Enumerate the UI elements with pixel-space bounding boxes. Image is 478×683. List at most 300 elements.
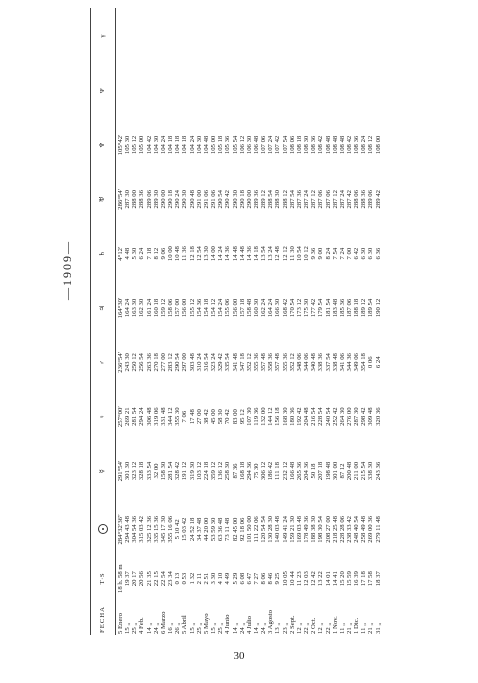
table-cell: 288 00 [131,190,139,209]
table-cell: 355 36 [281,353,289,372]
table-cell: 243 36 [374,461,382,481]
table-cell: 108 12 [367,135,375,155]
table-header-row [91,8,116,635]
table-cell: 288 54 [267,190,275,209]
table-cell: 159 12 [159,298,167,318]
date-cell: 5 Enero [117,613,124,634]
table-row [267,8,274,635]
header-date: FECHA [91,597,116,635]
table-cell: 14 36 [245,246,253,262]
table-cell: 281 54 [131,407,139,426]
table-cell: 108 42 [317,135,325,155]
table-cell: 166 48 [288,461,296,481]
table-cell: 204 48 [303,407,311,426]
table-cell: 2 11 [195,572,203,585]
table-cell: 263 36 [145,353,153,372]
sun-icon [98,524,108,534]
table-cell: 181 54 [324,298,332,318]
table-cell: 27 00 [195,409,203,425]
table-cell: 287 24 [303,190,311,209]
table-cell: 287 30 [353,407,361,426]
table-row [346,8,353,635]
table-cell: 191 12 [181,461,189,481]
table-cell: 258 49 48 [360,515,368,543]
table-cell: 15 03 42 [181,517,189,542]
table-cell: 120 54 54 [260,515,268,543]
table-cell: 87 12 [338,463,346,479]
table-cell: 208 27 00 [324,515,332,543]
table-cell: 238 33 42 [346,515,353,543]
table-cell: 328 42 [174,461,182,481]
table-cell: 155 12 [188,298,196,318]
table-cell: 6 30 [367,247,375,260]
table-cell: 2 51 [202,572,210,585]
table-cell: 108 42 [346,135,353,155]
date-cell: 5 Mayo [202,613,210,634]
table-cell: 17 58 [367,571,375,587]
date-cell: 24 „ [260,622,268,634]
table-cell: 323 24 [210,353,218,372]
table-cell: 345 17 30 [159,515,167,543]
table-cell: 287 54 [288,190,296,209]
date-cell: 24 „ [238,622,246,634]
table-cell: 180 36 [288,407,296,426]
table-cell: 92 18 06 [238,517,246,542]
table-cell: 4°12′ [117,246,124,261]
table-cell: 6 30 [360,247,368,260]
table-cell: 204 36 [303,461,311,481]
header-col7: ♄ [91,226,116,280]
table-cell: 9 00 [317,247,325,260]
table-row [138,8,145,635]
date-cell: 12 „ [295,622,303,634]
table-row [367,8,374,635]
table-cell: 0 13 [174,572,182,585]
table-cell: 7 06 [181,410,189,423]
table-cell: 288 12 [281,190,289,209]
table-cell: 157 00 [174,298,182,318]
table-cell: 323 12 [131,461,139,481]
table-cell: 14 48 [238,246,246,262]
table-cell: 264 30 [338,407,346,426]
table-cell: 178 49 36 [303,515,311,543]
table-cell: 14 00 [210,246,218,262]
table-cell: 23 34 [167,571,175,587]
table-cell: 289 36 [252,190,260,209]
table-cell: 290 48 [188,190,196,209]
table-row [239,8,246,635]
table-row [325,8,332,635]
table-cell: 320 36 [374,407,382,426]
table-cell: 215 54 [360,461,368,481]
table-cell: 108 18 [295,135,303,155]
date-cell: 2 Sept. [288,615,296,634]
table-cell: 316 54 [202,353,210,372]
table-cell: 289 30 [152,190,160,209]
table-cell: 294 24 [138,407,146,426]
table-cell: 154 12 [210,298,218,318]
table-cell: 9 06 [159,247,167,260]
table-cell: 82 45 00 [231,517,239,542]
header-col11: γ [91,8,116,63]
table-row [153,8,160,635]
table-cell: 103 12 [195,461,203,481]
table-cell: 14 41 [331,571,339,587]
table-cell: 276 00 [346,407,353,426]
table-cell: 154 36 [195,298,203,318]
date-cell: 15 „ [188,622,196,634]
table-cell: 160 18 [152,298,160,318]
table-cell: 288 30 [274,190,282,209]
date-cell: 15 „ [210,622,218,634]
table-row [210,8,217,635]
table-cell: 158 30 [159,461,167,481]
table-cell: 188 38 30 [310,515,318,543]
table-row [303,8,310,635]
table-cell: 189 54 [367,298,375,318]
table-cell: 355 36 [252,353,260,372]
table-cell: 4 48 [124,247,132,260]
table-cell: 164 24 [124,298,132,318]
table-row [260,8,267,635]
table-cell: 53 59 30 [210,517,218,542]
table-cell: 187 06 [346,298,353,318]
table-cell: 6 47 [245,572,253,585]
table-row [160,8,167,635]
table-cell: 333 54 [145,461,153,481]
table-cell: 6 24 [138,247,146,260]
table-cell: 12 54 [195,246,203,262]
date-cell: 2 Oct. [310,617,318,634]
table-cell: 87 36 [231,463,239,479]
table-cell: 104 18 [174,135,182,155]
table-cell: 24 52 18 [188,517,196,542]
table-row [339,8,346,635]
table-cell: 352 12 [245,353,253,372]
table-cell: 338 30 [367,461,375,481]
table-cell: 349 06 [353,353,361,372]
table-cell: 290 30 [181,190,189,209]
table-cell: 149 41 24 [281,515,289,543]
date-cell: 3 Agosto [267,610,275,634]
table-cell: 163 30 [131,298,139,318]
table-cell: 111 18 [274,462,282,480]
table-cell: 207 18 [317,461,325,481]
table-cell: 331 48 [159,407,167,426]
date-cell: 1 Nov. [331,616,339,634]
table-cell: 6 08 [238,572,246,585]
table-cell: 159 21 30 [288,515,296,543]
table-cell: 140 03 48 [274,515,282,543]
table-row [253,8,260,635]
date-cell: 1 Dic. [353,617,361,634]
table-cell: 5 10 42 [174,519,182,540]
table-cell: 289 42 [374,190,382,209]
table-cell: 168 30 [281,407,289,426]
table-row [203,8,210,635]
table-row [296,8,303,635]
table-cell: 358 36 [267,353,275,372]
table-cell: 211 00 [353,461,361,481]
header-sidereal-time: T·S [91,561,116,597]
table-cell: 104 24 [159,135,167,155]
table-cell: 107 54 [281,135,289,155]
table-cell: 144 12 [267,407,275,426]
table-cell: 108 06 [288,135,296,155]
date-cell: 14 „ [231,622,239,634]
table-cell: 21 35 [145,571,153,587]
table-cell: 309 48 [367,407,375,426]
table-cell: 347 18 [238,353,246,372]
table-cell: 0 06 [367,356,375,369]
table-cell: 232 12 [281,461,289,481]
table-row [332,8,339,635]
table-cell: 284°32′36″ [117,514,124,545]
table-cell: 108 36 [353,135,361,155]
table-cell: 58 30 [217,409,225,425]
table-cell: 106 30 [245,135,253,155]
table-cell: 169 03 48 [295,515,303,543]
date-cell: 14 „ [145,622,153,634]
table-row [124,8,131,635]
header-col4: ♀ [91,389,116,443]
table-cell: 291 06 [210,190,218,209]
table-row [289,8,296,635]
table-cell: 10 00 [167,246,175,262]
table-cell: 50 18 [310,463,318,479]
table-cell: 105 00 [210,135,218,155]
table-cell: 5 30 [131,247,139,260]
table-cell: 294 43 48 [124,515,132,543]
date-cell: 11 „ [338,622,346,634]
table-cell: 73 11 48 [224,517,232,541]
table-cell: 257°00′ [117,406,124,428]
table-cell: 10 05 [281,571,289,587]
table-cell: 154 24 [217,298,225,318]
table-cell: 344 06 [303,353,311,372]
table-cell: 290 54 [174,353,182,372]
table-row [246,8,253,635]
table-cell: 304 54 36 [131,515,139,543]
table-cell: 306 12 [260,461,268,481]
date-cell: 31 „ [374,622,382,634]
table-cell: 105 18 [217,135,225,155]
table-stage [90,8,470,635]
table-cell: 12 48 [274,246,282,262]
table-cell: 107 30 [245,407,253,426]
table-cell: 14 01 [324,571,332,587]
date-cell: 5 Abril [181,615,189,634]
table-cell: 75 30 [252,463,260,479]
table-cell: 256 54 [138,353,146,372]
table-cell: 108 48 [324,135,332,155]
table-cell: 240 54 [324,407,332,426]
table-cell: 70 42 [224,409,232,425]
table-cell: 328 18 [138,461,146,481]
table-cell: 104 24 [188,135,196,155]
table-cell: 228 28 06 [338,515,346,543]
date-cell: 4 Junio [224,614,232,634]
table-cell: 252 42 [331,407,339,426]
table-cell: 105 36 [224,135,232,155]
table-cell: 20 17 [131,571,139,587]
date-cell: 25 „ [217,622,225,634]
table-cell: 15 59 [346,571,353,587]
table-cell: 83 00 [231,409,239,425]
table-cell: 301 30 [124,461,132,481]
table-cell: 290 42 [224,190,232,209]
table-cell: 258 30 [224,461,232,481]
date-cell: 22 „ [324,622,332,634]
table-cell: 168 42 [281,298,289,318]
ephemeris-table [90,8,382,635]
table-cell: 288 06 [353,190,361,209]
table-cell: 7 00 [346,247,353,260]
table-cell: 158 06 [167,298,175,318]
table-cell: 7 24 [338,247,346,260]
table-cell: 269 21 [124,407,132,426]
table-cell: 168 18 [238,461,246,481]
table-cell: 290 54 [217,190,225,209]
table-cell: 341 06 [338,353,346,372]
table-cell: 6 24 [374,356,382,369]
date-cell: 21 „ [346,622,353,634]
table-cell: 290 30 [231,190,239,209]
date-cell: 13 „ [274,622,282,634]
table-cell: 154 18 [202,298,210,318]
date-cell: 6 Marzo [159,611,167,634]
table-cell: 14 24 [217,246,225,262]
table-cell: 338 36 [317,353,325,372]
table-cell: 335 15 36 [152,515,160,543]
table-cell: 228 54 [317,407,325,426]
table-cell: 170 54 [288,298,296,318]
table-cell: 289 12 [260,190,268,209]
table-cell: 8 12 [152,247,160,260]
table-row [146,8,153,635]
table-row [317,8,324,635]
table-cell: 13 30 [202,246,210,262]
table-cell: 355 30 [174,407,182,426]
table-cell: 9 36 [310,247,318,260]
table-cell: 291 06 [202,190,210,209]
table-cell: 13 54 [260,246,268,262]
table-cell: 287 12 [310,190,318,209]
table-row [174,8,181,635]
table-cell: 0 53 [181,572,189,585]
table-cell: 183 48 [331,298,339,318]
table-cell: 44 20 00 [202,517,210,542]
table-cell: 287 30 [124,190,132,209]
table-cell: 286°54′ [117,188,124,210]
table-cell: 291 00 [195,190,203,209]
table-cell: 161 24 [145,298,153,318]
date-cell: 25 „ [131,622,139,634]
table-row [167,8,174,635]
table-cell: 290 18 [238,190,246,209]
table-cell: 218 25 48 [331,515,339,543]
table-cell: 108 48 [331,135,339,155]
table-cell: 7 27 [252,572,260,585]
table-cell: 108 48 [338,135,346,155]
table-cell: 319 06 [152,407,160,426]
table-cell: 104 48 [202,135,210,155]
table-cell: 12 03 [303,571,311,587]
table-cell: 189 12 [360,298,368,318]
table-cell: 297 00 [181,353,189,372]
table-cell: 335 54 [224,353,232,372]
table-row [360,8,367,635]
table-cell: 105 54 [231,135,239,155]
date-cell: 11 „ [360,622,368,634]
table-cell: 298 42 [360,407,368,426]
table-cell: 287 36 [295,190,303,209]
table-cell: 108 36 [310,135,318,155]
table-cell: 290 18 [167,190,175,209]
table-cell: 186 42 [267,461,275,481]
header-col9: ♆ [91,118,116,172]
table-cell: 179 54 [317,298,325,318]
table-cell: 4 10 [217,572,225,585]
table-cell: 9 25 [274,572,282,585]
table-cell: 315 03 42 [138,515,146,543]
table-cell: 104 30 [152,135,160,155]
table-cell: 188 18 [353,298,361,318]
table-cell: 34 37 48 [195,517,203,542]
header-sun [91,498,116,560]
table-cell: 12 12 [281,246,289,262]
date-cell: 15 „ [124,622,132,634]
table-cell: 156 18 [274,407,282,426]
table-cell: 344 12 [167,407,175,426]
header-col3: ☿ [91,444,116,498]
table-cell: 198 48 [324,461,332,481]
table-cell: 3 30 [210,572,218,585]
table-cell: 289 06 [367,190,375,209]
table-row [181,8,188,635]
table-cell: 45 00 [210,409,218,425]
table-cell: 348 06 [295,353,303,372]
date-cell: 26 „ [174,622,182,634]
table-cell: 287 06 [324,190,332,209]
table-cell: 22 54 [159,571,167,587]
table-cell: 13 22 [317,571,325,587]
table-cell: 290 00 [159,190,167,209]
table-cell: 104 18 [167,135,175,155]
table-cell: 190 12 [374,298,382,318]
table-cell: 105 30 [124,135,132,155]
table-cell: 6 36 [374,247,382,260]
table-cell: 132 00 [260,407,268,426]
table-cell: 14 36 [224,246,232,262]
page-number: 30 [233,650,245,662]
table-cell: 162 30 [138,298,146,318]
table-cell: 185 36 [338,298,346,318]
table-cell: 359 12 [210,461,218,481]
table-cell: 32 00 [152,463,160,479]
table-cell: 104 30 [195,135,203,155]
table-row [196,8,203,635]
table-cell: 236°54′ [117,351,124,373]
table-cell: 192 42 [295,407,303,426]
table-cell: 95 12 [238,409,246,425]
table-cell: 310 24 [195,353,203,372]
table-cell: 160 30 [252,298,260,318]
table-cell: 119 36 [252,407,260,426]
table-cell: 289 06 [145,190,153,209]
table-cell: 354 18 [360,353,368,372]
table-cell: 10 54 [295,246,303,262]
